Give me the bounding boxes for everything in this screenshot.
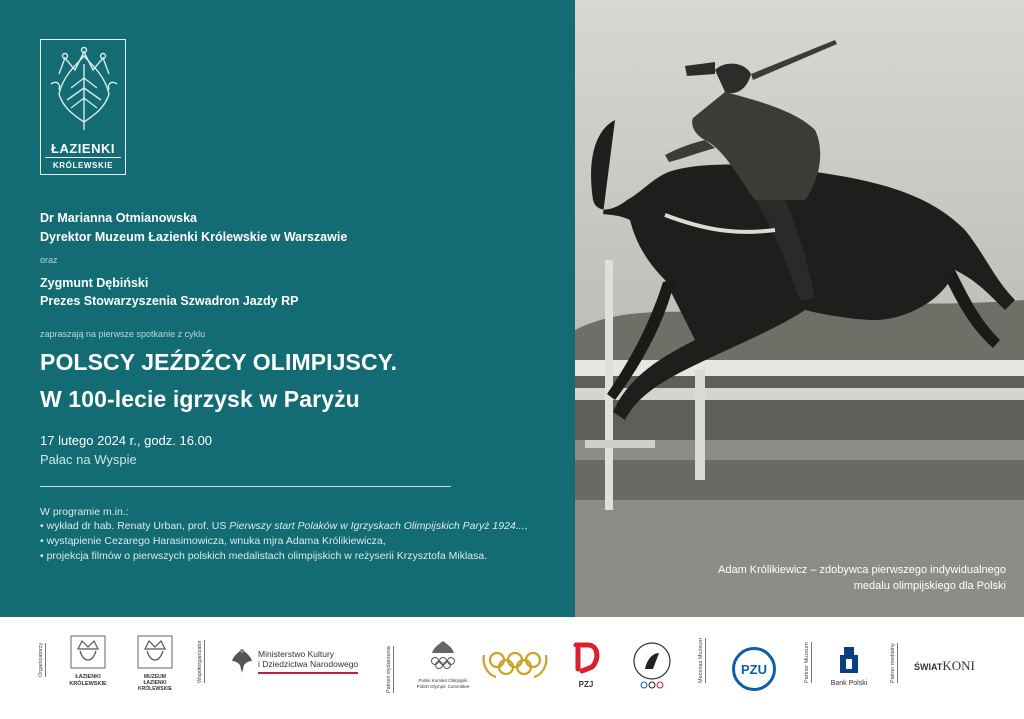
olympic-rings-icon bbox=[482, 647, 548, 681]
lazienki-sponsor-name: ŁAZIENKI KRÓLEWSKIE bbox=[69, 674, 107, 687]
logo-name-line2: KRÓLEWSKIE bbox=[52, 161, 114, 170]
label-partner: Partner Muzeum bbox=[804, 642, 810, 683]
label-patrons: Patroni wydarzenia bbox=[386, 646, 392, 693]
ministry-name: Ministerstwo Kultury i Dziedzictwa Narodowego bbox=[258, 649, 359, 669]
pko-emblem-icon bbox=[838, 645, 860, 675]
host2-name: Zygmunt Dębiński bbox=[40, 276, 149, 290]
swiat-koni-name1: ŚWIAT bbox=[914, 662, 943, 672]
olympic-rings-logo bbox=[482, 647, 548, 686]
crown-leaf-emblem-icon bbox=[45, 44, 123, 136]
eagle-emblem-icon bbox=[230, 647, 254, 675]
program-item-1-text: • wykład dr hab. Renaty Urban, prof. US bbox=[40, 520, 230, 532]
info-panel bbox=[0, 0, 575, 617]
pkol-logo bbox=[410, 639, 476, 690]
pzj-name: PZJ bbox=[578, 680, 594, 689]
conjunction: oraz bbox=[40, 255, 58, 265]
event-title-line2: W 100-lecie igrzysk w Paryżu bbox=[40, 386, 360, 412]
event-place: Pałac na Wyspie bbox=[40, 452, 137, 467]
label-mecenas: Mecenas Muzeum bbox=[698, 638, 704, 683]
muzeum-sponsor-name: MUZEUM ŁAZIENKI KRÓLEWSKIE bbox=[138, 674, 172, 692]
caption-line1: Adam Królikiewicz – zdobywca pierwszego indywidualnego bbox=[718, 564, 1006, 576]
label-coorganizer: Współorganizator bbox=[197, 640, 203, 683]
pzu-name: PZU bbox=[741, 662, 767, 677]
program-item-2: • wystąpienie Cezarego Harasimowicza, wnuka mjra Adama Królikiewicza, bbox=[40, 535, 386, 547]
event-date: 17 lutego 2024 r., godz. 16.00 bbox=[40, 433, 213, 448]
bank-polski-logo bbox=[826, 645, 872, 687]
horse-jump-photo bbox=[575, 0, 1024, 617]
pkol-emblem-icon bbox=[428, 639, 458, 673]
pkol-name: Polski Komitet Olimpijski Polish Olympic Committee bbox=[416, 678, 470, 689]
logo-divider bbox=[45, 157, 121, 158]
swiat-koni-name2: KONI bbox=[942, 658, 975, 673]
equestrian-photo-illustration bbox=[575, 0, 1024, 617]
photo-caption bbox=[718, 562, 1006, 594]
swiat-koni-logo bbox=[914, 657, 984, 675]
muzeum-sponsor-logo bbox=[133, 635, 177, 692]
bank-polski-name: Bank Polski bbox=[830, 680, 868, 687]
ministry-red-stripe bbox=[258, 672, 358, 674]
divider-line bbox=[40, 486, 451, 487]
lazienki-crown-icon bbox=[70, 635, 106, 669]
horse-badge-icon bbox=[631, 641, 673, 691]
caption-line2: medalu olimpijskiego dla Polski bbox=[853, 580, 1006, 592]
sport-association-logo bbox=[630, 641, 674, 696]
invite-text: zapraszają na pierwsze spotkanie z cyklu bbox=[40, 329, 206, 339]
event-title-line1: POLSCY JEŹDŹCY OLIMPIJSCY. bbox=[40, 349, 398, 375]
lazienki-logo bbox=[40, 39, 126, 175]
lecture-title: Pierwszy start Polaków w Igrzyskach Olimpijskich Paryż 1924... bbox=[229, 520, 525, 532]
lazienki-sponsor-logo bbox=[66, 635, 110, 688]
label-media-patron: Patron medialny bbox=[890, 643, 896, 683]
sponsor-strip bbox=[0, 617, 1024, 719]
host1-name: Dr Marianna Otmianowska bbox=[40, 211, 197, 225]
muzeum-crown-icon bbox=[137, 635, 173, 669]
logo-name-line1: ŁAZIENKI bbox=[51, 141, 115, 156]
program-heading: W programie m.in.: bbox=[40, 506, 129, 518]
pzj-emblem-icon bbox=[568, 639, 604, 675]
program-item-1-suffix: , bbox=[524, 520, 528, 532]
pzu-logo bbox=[732, 647, 776, 691]
host1-title: Dyrektor Muzeum Łazienki Królewskie w Warszawie bbox=[40, 230, 348, 244]
label-organizers: Organizatorzy bbox=[38, 642, 44, 677]
program-item-3: • projekcja filmów o pierwszych polskich medalistach olimpijskich w reżyserii Krzysztofa Miklasa. bbox=[40, 550, 488, 562]
program-item-1 bbox=[40, 520, 527, 532]
pzj-logo bbox=[566, 639, 606, 689]
host2-title: Prezes Stowarzyszenia Szwadron Jazdy RP bbox=[40, 294, 299, 308]
